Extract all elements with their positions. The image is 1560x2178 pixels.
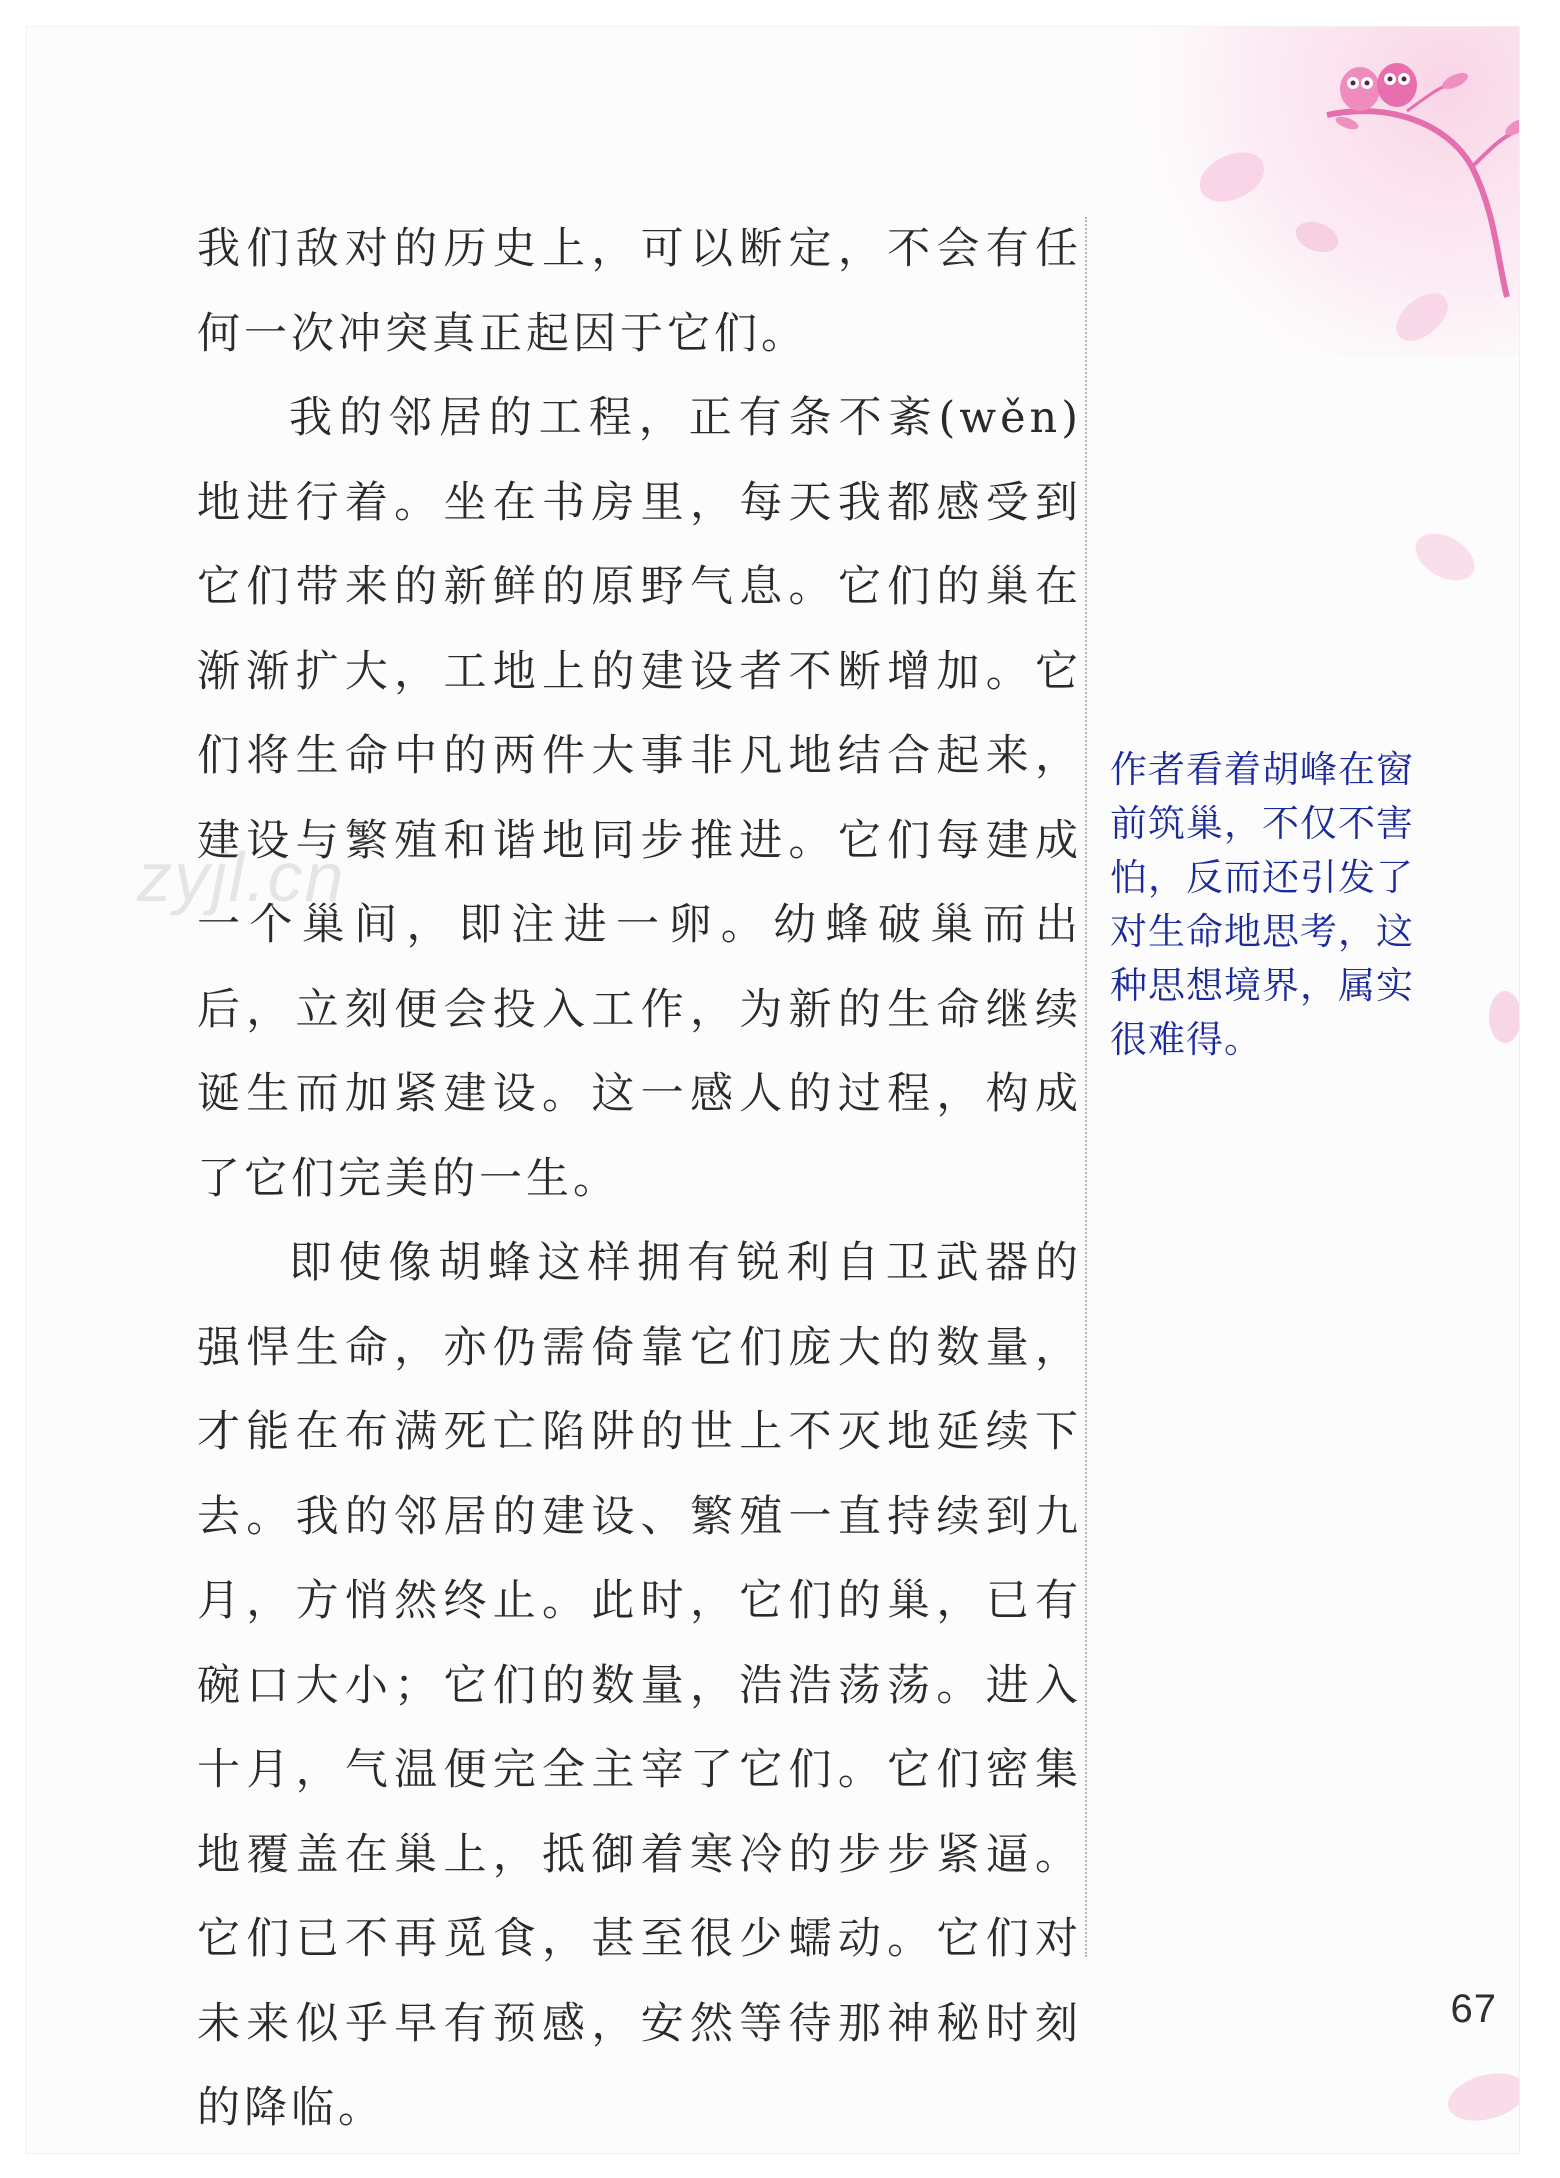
book-page [26, 26, 1520, 2154]
margin-divider [1085, 217, 1087, 1957]
page-number: 67 [1450, 1987, 1497, 2031]
body-text [197, 207, 1082, 2151]
watermark: zyjl.cn [137, 838, 346, 916]
paragraph: 即使像胡蜂这样拥有锐利自卫武器的强悍生命，亦仍需倚靠它们庞大的数量，才能在布满死亡陷阱的世上不灭地延续下去。我的邻居的建设、繁殖一直持续到九月，方悄然终止。此时，它们的巢，已有碗口大小；它们的数量，浩浩荡荡。进入十月，气温便完全主宰了它们。它们密集地覆盖在巢上，抵御着寒冷的步步紧逼。它们已不再觅食，甚至很少蠕动。它们对未来似乎早有预感，安然等待那神秘时刻的降临。 [197, 1238, 1082, 2133]
paragraph: 我们敌对的历史上，可以断定，不会有任何一次冲突真正起因于它们。 [197, 224, 1082, 359]
owl-icon [1377, 63, 1417, 107]
owl-icon [1340, 67, 1380, 111]
paragraph: 我的邻居的工程，正有条不紊(wěn)地进行着。坐在书房里，每天我都感受到它们带来的新鲜的原野气息。它们的巢在渐渐扩大，工地上的建设者不断增加。它们将生命中的两件大事非凡地结合起来，建设与繁殖和谐地同步推进。它们每建成一个巢间，即注进一卵。幼蜂破巢而出后，立刻便会投入工作，为新的生命继续诞生而加紧建设。这一感人的过程，构成了它们完美的一生。 [197, 393, 1082, 1204]
margin-annotation: 作者看着胡峰在窗前筑巢，不仅不害怕，反而还引发了对生命地思考，这种思想境界，属实很难得。 [1110, 748, 1414, 1061]
